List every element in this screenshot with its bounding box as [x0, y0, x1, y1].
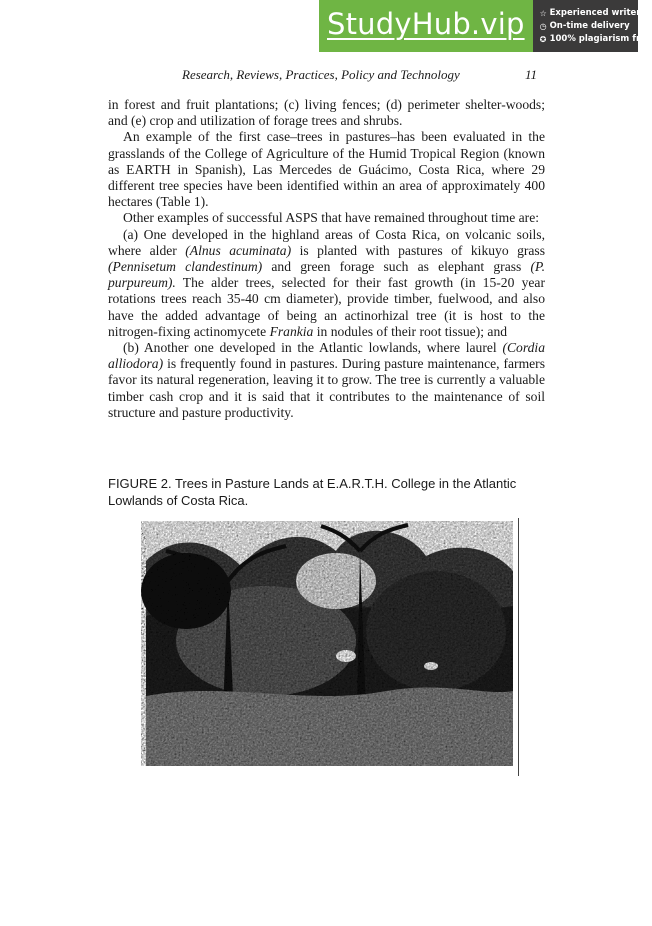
- page-number: 11: [524, 67, 537, 82]
- species-name: (Cordia alliodora): [108, 340, 545, 372]
- star-icon: ☆: [539, 8, 547, 18]
- feature-item: ◷ On-time delivery: [539, 20, 630, 31]
- species-name: (Alnus acuminata): [185, 242, 292, 258]
- promo-banner[interactable]: [319, 0, 652, 52]
- feature-item: ✪ 100% plagiarism free: [539, 33, 652, 44]
- species-name: (P. purpureum).: [108, 259, 545, 291]
- paragraph: in forest and fruit plantations; (c) living fences; (d) perimeter shelter-woods; and (e) crop and utilization of forage trees and shrubs.: [108, 97, 545, 129]
- running-header: [108, 67, 540, 83]
- vertical-rule: [518, 518, 519, 776]
- feature-item: ☆ Experienced writers: [539, 7, 646, 18]
- paragraph: An example of the first case–trees in pastures–has been evaluated in the grasslands of the College of Agriculture of the Humid Tropical Region (known as EARTH in Spanish), Las Mercedes de Guácimo, Costa Rica, where 29 different tree species have been identified within an area of approximately 400 hectares (Table 1).: [108, 129, 545, 210]
- brand-logo[interactable]: StudyHub.vip: [319, 0, 533, 52]
- paragraph: Other examples of successful ASPS that have remained throughout time are:: [123, 210, 540, 226]
- body-text: [108, 97, 545, 421]
- species-name: (Pennisetum clandestinum): [108, 259, 263, 275]
- paragraph: (b) Another one developed in the Atlantic lowlands, where laurel (Cordia alliodora) is frequently found in pastures. During pasture maintenance, farmers favor its natural regeneration, leaving it to grow. The tree is currently a valuable timber cash crop and it is said that it contributes to the maintenance of soil structure and pasture productivity.: [108, 340, 545, 420]
- pasture-trees-photo: [146, 521, 513, 766]
- badge-icon: ✪: [539, 34, 547, 44]
- clock-icon: ◷: [539, 21, 547, 31]
- feature-list: [533, 7, 652, 46]
- species-name: Frankia: [269, 323, 314, 339]
- figure-caption: FIGURE 2. Trees in Pasture Lands at E.A.R.T.H. College in the Atlantic Lowlands of Costa Rica.: [108, 476, 517, 508]
- running-title: Research, Reviews, Practices, Policy and Technology: [182, 67, 460, 82]
- paragraph: (a) One developed in the highland areas of Costa Rica, on volcanic soils, where alder (Alnus acuminata) is planted with pastures of kikuyo grass (Pennisetum clandestinum) and green forage such as elephant grass (P. purpureum). The alder trees, selected for their fast growth (in 15-20 year rotations trees reach 35-40 cm diameter), provide timber, fuelwood, and also have the added advantage of being an actinorhizal tree (it is host to the nitrogen-fixing actinomycete Frankia in nodules of their root tissue); and: [108, 226, 546, 339]
